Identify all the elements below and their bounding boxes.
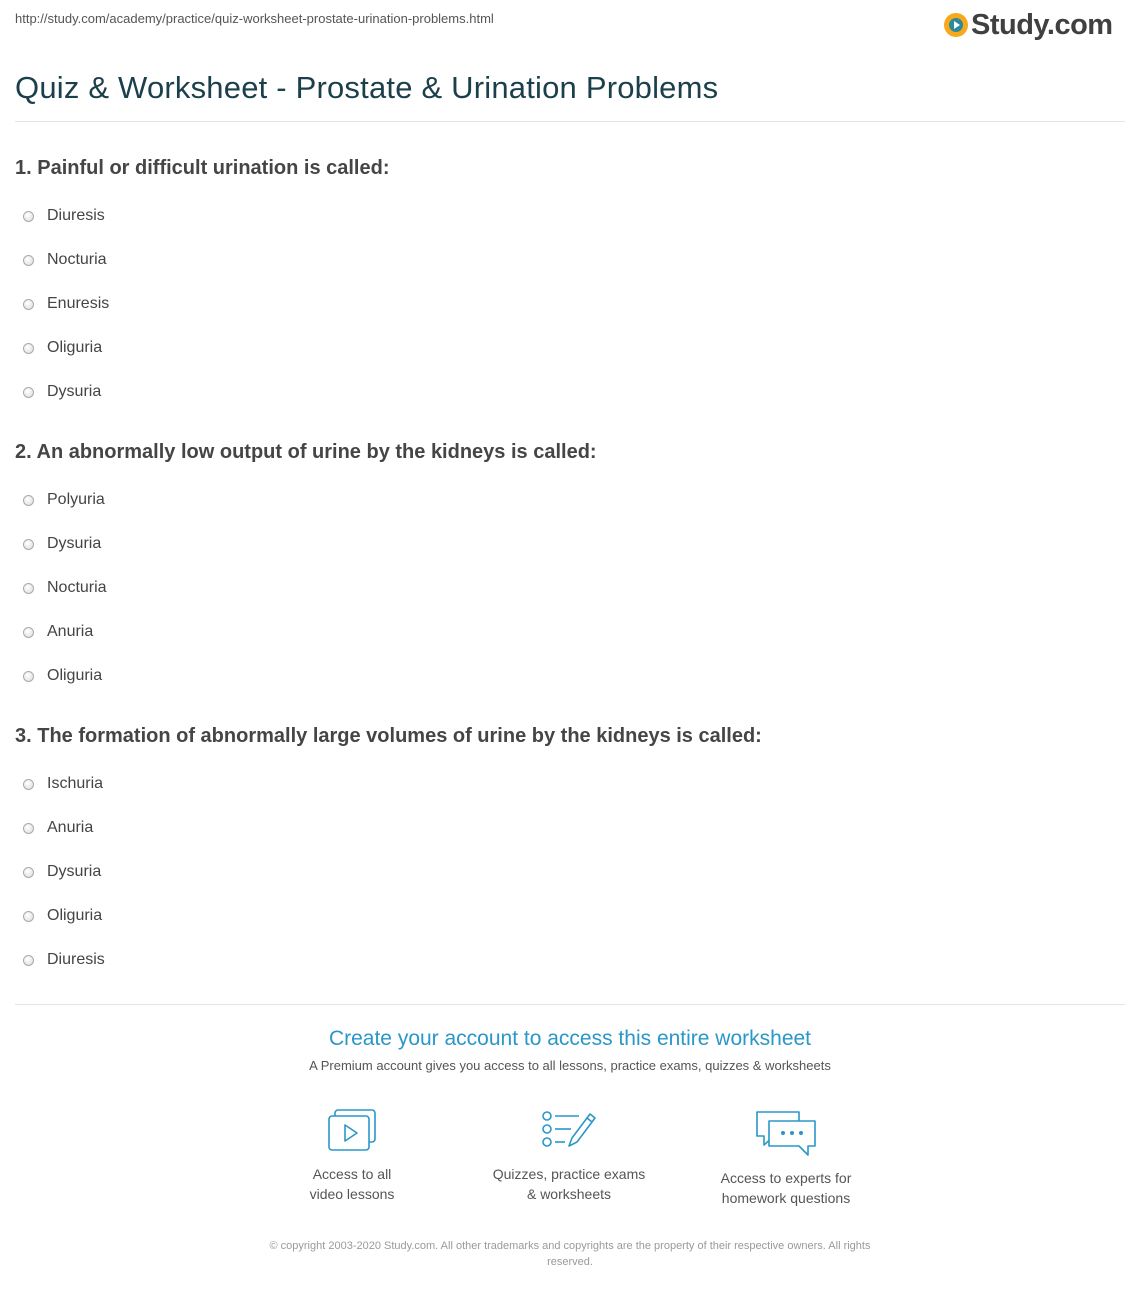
- answer-option[interactable]: [23, 528, 1115, 572]
- answer-option[interactable]: [23, 244, 1115, 288]
- radio-button[interactable]: [23, 495, 34, 506]
- answer-option[interactable]: [23, 812, 1115, 856]
- video-lesson-icon: [326, 1108, 378, 1154]
- radio-button[interactable]: [23, 627, 34, 638]
- radio-button[interactable]: [23, 539, 34, 550]
- feature-experts: [686, 1108, 886, 1208]
- option-label: Oliguria: [47, 339, 103, 356]
- option-label: Dysuria: [47, 535, 102, 552]
- logo-text: Study.com: [971, 8, 1113, 41]
- option-label: Dysuria: [47, 863, 102, 880]
- feature-quizzes: [469, 1108, 669, 1204]
- create-account-link[interactable]: Create your account to access this entire worksheet: [328, 1027, 812, 1050]
- answer-option[interactable]: [23, 944, 1115, 988]
- feature-line: Access to all: [312, 1166, 392, 1182]
- question-2: [15, 440, 1115, 704]
- answer-option[interactable]: [23, 660, 1115, 704]
- radio-button[interactable]: [23, 255, 34, 266]
- feature-caption: [252, 1164, 452, 1204]
- option-label: Nocturia: [47, 579, 107, 596]
- question-1: [15, 156, 1115, 420]
- promo-subtitle: A Premium account gives you access to all lessons, practice exams, quizzes & worksheets: [309, 1058, 831, 1073]
- answer-option[interactable]: [23, 616, 1115, 660]
- chat-bubbles-icon: [754, 1108, 818, 1158]
- copyright-line: reserved.: [547, 1256, 593, 1268]
- option-label: Diuresis: [47, 951, 105, 968]
- radio-button[interactable]: [23, 343, 34, 354]
- answer-option[interactable]: [23, 768, 1115, 812]
- question-text: 1. Painful or difficult urination is called:: [15, 157, 390, 179]
- question-text: 3. The formation of abnormally large volumes of urine by the kidneys is called:: [15, 725, 762, 747]
- question-3: [15, 724, 1115, 988]
- feature-line: video lessons: [309, 1186, 395, 1202]
- answer-option[interactable]: [23, 200, 1115, 244]
- answer-option[interactable]: [23, 332, 1115, 376]
- radio-button[interactable]: [23, 779, 34, 790]
- answer-option[interactable]: [23, 288, 1115, 332]
- option-label: Nocturia: [47, 251, 107, 268]
- radio-button[interactable]: [23, 583, 34, 594]
- option-label: Enuresis: [47, 295, 110, 312]
- option-label: Ischuria: [47, 775, 104, 792]
- radio-button[interactable]: [23, 911, 34, 922]
- radio-button[interactable]: [23, 955, 34, 966]
- option-label: Diuresis: [47, 207, 105, 224]
- answer-option[interactable]: [23, 900, 1115, 944]
- radio-button[interactable]: [23, 299, 34, 310]
- question-text: 2. An abnormally low output of urine by the kidneys is called:: [15, 441, 597, 463]
- play-logo-icon: [944, 13, 968, 37]
- page-url: http://study.com/academy/practice/quiz-worksheet-prostate-urination-problems.html: [15, 11, 494, 26]
- answer-option[interactable]: [23, 376, 1115, 420]
- quiz-checklist-icon: [541, 1108, 597, 1154]
- radio-button[interactable]: [23, 671, 34, 682]
- feature-line: Quizzes, practice exams: [492, 1166, 646, 1182]
- option-label: Oliguria: [47, 667, 103, 684]
- radio-button[interactable]: [23, 211, 34, 222]
- option-label: Polyuria: [47, 491, 105, 508]
- feature-line: & worksheets: [526, 1186, 612, 1202]
- feature-video-lessons: [252, 1108, 452, 1204]
- option-label: Oliguria: [47, 907, 103, 924]
- option-label: Dysuria: [47, 383, 102, 400]
- feature-line: Access to experts for: [720, 1170, 852, 1186]
- study-logo[interactable]: [944, 8, 1113, 42]
- copyright-notice: [210, 1238, 930, 1270]
- answer-option[interactable]: [23, 484, 1115, 528]
- option-label: Anuria: [47, 623, 94, 640]
- answer-option[interactable]: [23, 856, 1115, 900]
- feature-caption: [469, 1164, 669, 1204]
- promo-divider: [15, 1004, 1125, 1005]
- page-title: Quiz & Worksheet - Prostate & Urination Problems: [15, 70, 719, 105]
- radio-button[interactable]: [23, 387, 34, 398]
- radio-button[interactable]: [23, 867, 34, 878]
- radio-button[interactable]: [23, 823, 34, 834]
- title-divider: [15, 121, 1125, 122]
- option-label: Anuria: [47, 819, 94, 836]
- answer-option[interactable]: [23, 572, 1115, 616]
- feature-line: homework questions: [721, 1190, 851, 1206]
- copyright-line: © copyright 2003-2020 Study.com. All other trademarks and copyrights are the property of their respective owners. All rights: [269, 1240, 871, 1252]
- feature-caption: [686, 1168, 886, 1208]
